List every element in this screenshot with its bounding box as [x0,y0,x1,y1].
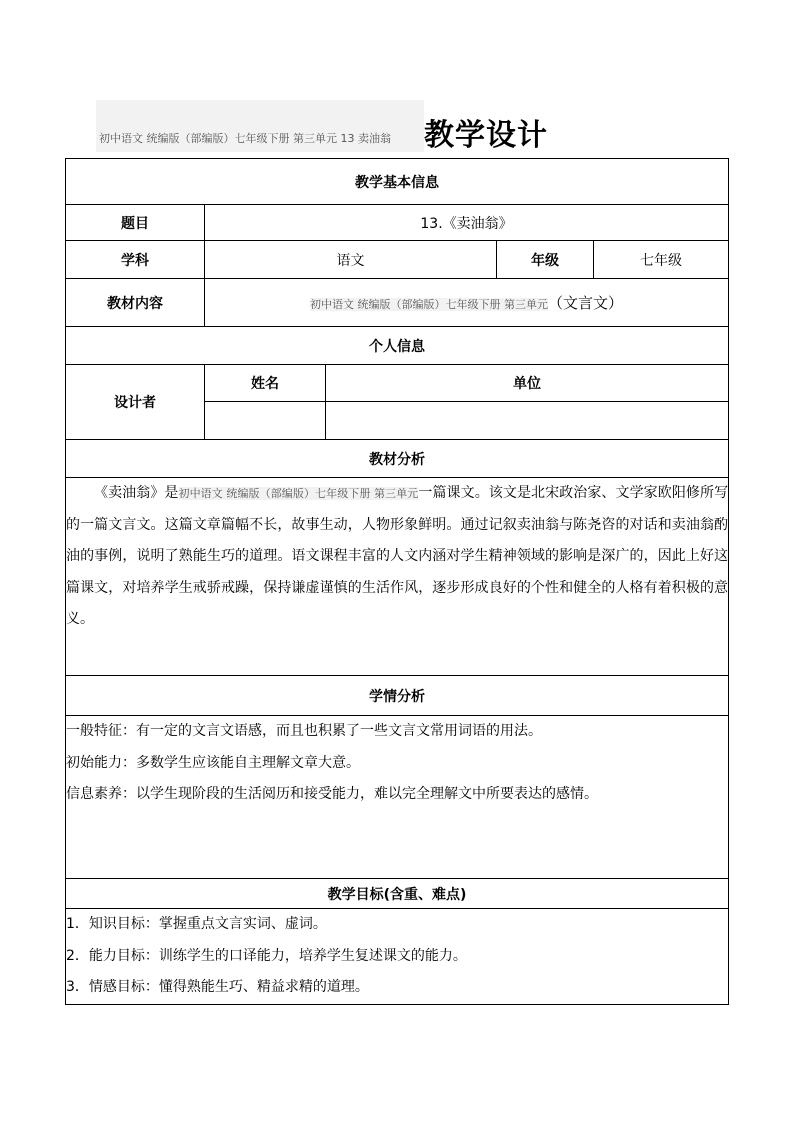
section-basic-info: 教学基本信息 [66,159,729,205]
content-ref: 初中语文 统编版（部编版）七年级下册 第三单元 [310,298,549,311]
topic-value: 13.《卖油翁》 [205,205,729,241]
objective-knowledge: 1．知识目标：掌握重点文言实词、虚词。 [66,916,327,932]
grade-value: 七年级 [594,241,729,279]
section-personal-info: 个人信息 [66,327,729,365]
student-analysis-list [66,716,729,879]
topic-label: 题目 [66,205,205,241]
objective-ability: 2．能力目标：训练学生的口译能力，培养学生复述课文的能力。 [66,947,467,964]
objectives-list [66,909,729,1005]
content-value [205,279,729,327]
unit-value [326,402,729,440]
subject-value: 语文 [205,241,497,279]
student-feature-item: 一般特征：有一定的文言文语感，而且也积累了一些文言文常用词语的用法。 [66,723,542,739]
content-suffix: （文言文） [548,294,624,312]
analysis-part1: 《卖油翁》是 [94,485,179,501]
page-title: 教学设计 [424,118,548,153]
name-value [205,402,326,440]
section-objectives: 教学目标(含重、难点) [66,879,729,909]
textbook-analysis-text [66,478,729,676]
student-literacy-item: 信息素养：以学生现阶段的生活阅历和接受能力，难以完全理解文中所要表达的感情。 [66,786,598,802]
course-subtitle-box [96,100,424,152]
name-label: 姓名 [205,365,326,402]
lesson-plan-table [65,158,729,1005]
designer-label: 设计者 [66,365,205,440]
unit-label: 单位 [326,365,729,402]
content-label: 教材内容 [66,279,205,327]
section-textbook-analysis: 教材分析 [66,440,729,478]
course-subtitle: 初中语文 统编版（部编版）七年级下册 第三单元 13 卖油翁 [99,132,391,145]
grade-label: 年级 [497,241,594,279]
analysis-part2: 一篇课文。该文是北宋政治家、文学家欧阳修所写的一篇文言文。这篇文章篇幅不长，故事生动，人物形象鲜明。通过记叙卖油翁与陈尧咨的对话和卖油翁酌油的事例，说明了熟能生巧的道理。语文课程丰富的人文内涵对学生精神领域的影响是深广的，因此上好这篇课文，对培养学生戒骄戒躁，保持谦虚谨慎的生活作风，逐步形成良好的个性和健全的人格有着积极的意义。 [66,485,729,627]
section-student-analysis: 学情分析 [66,676,729,716]
student-ability-item: 初始能力：多数学生应该能自主理解文章大意。 [66,754,360,771]
subject-label: 学科 [66,241,205,279]
objective-emotion: 3．情感目标：懂得熟能生巧、精益求精的道理。 [66,979,369,995]
analysis-ref: 初中语文 统编版（部编版）七年级下册 第三单元 [178,487,419,500]
